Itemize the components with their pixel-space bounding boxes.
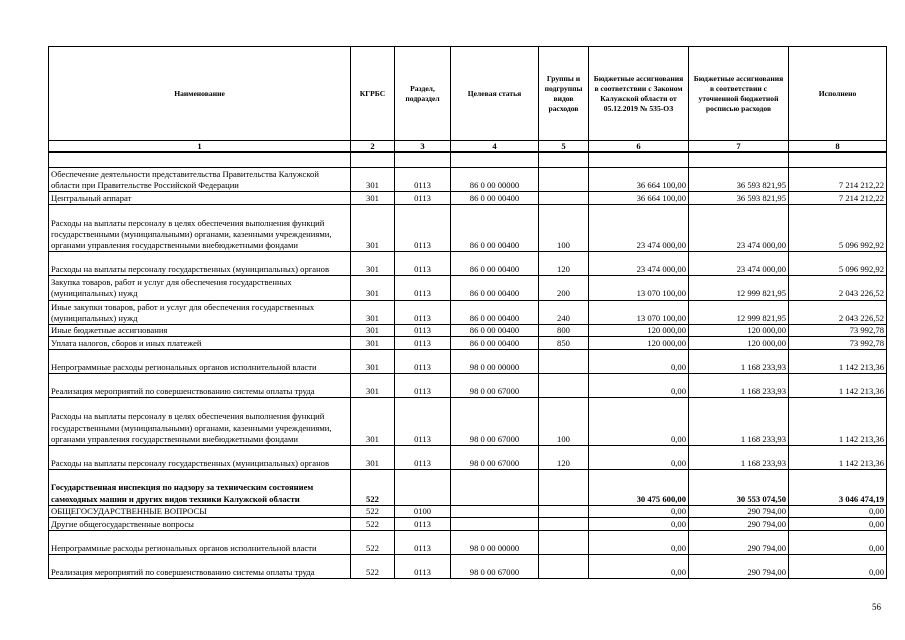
row-budget-refined: 290 794,00	[689, 530, 789, 554]
col-number: 8	[789, 141, 887, 153]
row-budget-refined: 12 999 821,95	[689, 276, 789, 300]
row-expense-group: 800	[539, 324, 589, 337]
row-budget-law: 0,00	[589, 518, 689, 531]
row-name: Расходы на выплаты персоналу в целях обеспечения выполнения функций государственными (муниципальными) органами, казенными учреждениями, органами управления государственными внебюджетными фондами	[49, 204, 351, 251]
row-expense-group	[539, 469, 589, 505]
budget-table	[48, 46, 887, 579]
row-name: Реализация мероприятий по совершенствованию системы оплаты труда	[49, 374, 351, 398]
row-executed: 2 043 226,52	[789, 300, 887, 324]
row-razdel: 0113	[395, 518, 451, 531]
table-body	[49, 152, 887, 579]
col-number: 3	[395, 141, 451, 153]
row-razdel: 0113	[395, 398, 451, 445]
row-razdel: 0113	[395, 555, 451, 579]
col-number: 6	[589, 141, 689, 153]
row-name: Расходы на выплаты персоналу в целях обеспечения выполнения функций государственными (муниципальными) органами, казенными учреждениями, органами управления государственными внебюджетными фондами	[49, 398, 351, 445]
row-target-article: 86 0 00 00400	[451, 337, 539, 350]
row-razdel	[395, 469, 451, 505]
row-budget-law: 23 474 000,00	[589, 252, 689, 276]
row-budget-refined: 23 474 000,00	[689, 204, 789, 251]
row-name: Центральный аппарат	[49, 192, 351, 205]
row-executed: 1 142 213,36	[789, 398, 887, 445]
row-executed: 0,00	[789, 530, 887, 554]
header-budget-refined: Бюджетные ассигнования в соответствии с уточненной бюджетной росписью расходов	[689, 47, 789, 141]
row-expense-group: 100	[539, 398, 589, 445]
table-row	[49, 518, 887, 531]
table-row	[49, 398, 887, 445]
row-target-article: 86 0 00 00400	[451, 324, 539, 337]
row-razdel: 0113	[395, 300, 451, 324]
row-kgrbs: 301	[351, 374, 395, 398]
row-target-article: 86 0 00 00400	[451, 252, 539, 276]
row-executed: 1 142 213,36	[789, 349, 887, 373]
col-number: 1	[49, 141, 351, 153]
spacer-row	[49, 152, 887, 168]
row-budget-law: 0,00	[589, 374, 689, 398]
row-name: Расходы на выплаты персоналу государственных (муниципальных) органов	[49, 445, 351, 469]
row-razdel: 0113	[395, 276, 451, 300]
row-budget-refined: 1 168 233,93	[689, 374, 789, 398]
row-budget-refined: 120 000,00	[689, 337, 789, 350]
row-executed: 0,00	[789, 555, 887, 579]
row-budget-refined: 290 794,00	[689, 518, 789, 531]
row-budget-law: 36 664 100,00	[589, 168, 689, 192]
row-budget-law: 0,00	[589, 445, 689, 469]
row-razdel: 0113	[395, 252, 451, 276]
table-row	[49, 349, 887, 373]
row-name: Иные закупки товаров, работ и услуг для обеспечения государственных (муниципальных) нужд	[49, 300, 351, 324]
table-row	[49, 505, 887, 518]
table-row	[49, 204, 887, 251]
row-name: Непрограммные расходы региональных органов исполнительной власти	[49, 530, 351, 554]
column-number-row	[49, 141, 887, 153]
header-row	[49, 47, 887, 141]
row-target-article: 98 0 00 00000	[451, 349, 539, 373]
row-razdel: 0113	[395, 374, 451, 398]
row-executed: 1 142 213,36	[789, 374, 887, 398]
col-number: 5	[539, 141, 589, 153]
page-number: 56	[872, 602, 881, 612]
row-budget-law: 13 070 100,00	[589, 300, 689, 324]
header-kgrbs: КГРБС	[351, 47, 395, 141]
row-name: Реализация мероприятий по совершенствованию системы оплаты труда	[49, 555, 351, 579]
row-target-article: 86 0 00 00400	[451, 192, 539, 205]
header-executed: Исполнено	[789, 47, 887, 141]
row-target-article: 98 0 00 00000	[451, 530, 539, 554]
row-budget-refined: 23 474 000,00	[689, 252, 789, 276]
header-budget-law: Бюджетные ассигнования в соответствии с Законом Калужской области от 05.12.2019 № 535-ОЗ	[589, 47, 689, 141]
row-target-article: 86 0 00 00000	[451, 168, 539, 192]
row-name: Иные бюджетные ассигнования	[49, 324, 351, 337]
row-budget-law: 0,00	[589, 530, 689, 554]
row-target-article	[451, 505, 539, 518]
table-row	[49, 337, 887, 350]
row-name: ОБЩЕГОСУДАРСТВЕННЫЕ ВОПРОСЫ	[49, 505, 351, 518]
row-budget-law: 0,00	[589, 505, 689, 518]
row-expense-group: 100	[539, 204, 589, 251]
row-budget-refined: 36 593 821,95	[689, 192, 789, 205]
row-expense-group	[539, 374, 589, 398]
header-name: Наименование	[49, 47, 351, 141]
row-expense-group: 120	[539, 445, 589, 469]
row-expense-group	[539, 505, 589, 518]
table-row	[49, 300, 887, 324]
row-kgrbs: 301	[351, 204, 395, 251]
row-budget-law: 36 664 100,00	[589, 192, 689, 205]
row-budget-law: 0,00	[589, 398, 689, 445]
header-razdel: Раздел, подраздел	[395, 47, 451, 141]
row-expense-group	[539, 168, 589, 192]
row-name: Непрограммные расходы региональных органов исполнительной власти	[49, 349, 351, 373]
row-razdel: 0100	[395, 505, 451, 518]
row-executed: 5 096 992,92	[789, 204, 887, 251]
row-target-article: 98 0 00 67000	[451, 374, 539, 398]
row-razdel: 0113	[395, 337, 451, 350]
col-number: 2	[351, 141, 395, 153]
row-target-article: 98 0 00 67000	[451, 555, 539, 579]
row-kgrbs: 522	[351, 469, 395, 505]
row-razdel: 0113	[395, 324, 451, 337]
row-expense-group: 850	[539, 337, 589, 350]
row-budget-law: 30 475 600,00	[589, 469, 689, 505]
col-number: 7	[689, 141, 789, 153]
row-executed: 0,00	[789, 505, 887, 518]
row-expense-group	[539, 192, 589, 205]
table-row	[49, 252, 887, 276]
row-razdel: 0113	[395, 204, 451, 251]
row-executed: 2 043 226,52	[789, 276, 887, 300]
row-kgrbs: 301	[351, 276, 395, 300]
row-executed: 7 214 212,22	[789, 168, 887, 192]
row-razdel: 0113	[395, 192, 451, 205]
row-name: Обеспечение деятельности представительства Правительства Калужской области при Правительстве Российской Федерации	[49, 168, 351, 192]
row-kgrbs: 301	[351, 337, 395, 350]
row-target-article: 86 0 00 00400	[451, 204, 539, 251]
row-budget-law: 13 070 100,00	[589, 276, 689, 300]
row-budget-refined: 120 000,00	[689, 324, 789, 337]
row-budget-refined: 36 593 821,95	[689, 168, 789, 192]
row-expense-group	[539, 555, 589, 579]
row-budget-refined: 1 168 233,93	[689, 445, 789, 469]
table-row	[49, 324, 887, 337]
row-target-article: 98 0 00 67000	[451, 445, 539, 469]
col-number: 4	[451, 141, 539, 153]
row-target-article: 86 0 00 00400	[451, 300, 539, 324]
row-kgrbs: 301	[351, 300, 395, 324]
row-name: Другие общегосударственные вопросы	[49, 518, 351, 531]
row-budget-law: 23 474 000,00	[589, 204, 689, 251]
row-razdel: 0113	[395, 445, 451, 469]
row-budget-refined: 30 553 074,50	[689, 469, 789, 505]
row-target-article	[451, 469, 539, 505]
row-kgrbs: 301	[351, 445, 395, 469]
row-budget-refined: 1 168 233,93	[689, 349, 789, 373]
row-target-article: 86 0 00 00400	[451, 276, 539, 300]
table-row	[49, 192, 887, 205]
row-budget-refined: 1 168 233,93	[689, 398, 789, 445]
row-kgrbs: 522	[351, 555, 395, 579]
row-budget-refined: 290 794,00	[689, 505, 789, 518]
row-executed: 7 214 212,22	[789, 192, 887, 205]
table-row	[49, 555, 887, 579]
row-executed: 73 992,78	[789, 324, 887, 337]
table-row	[49, 469, 887, 505]
row-kgrbs: 301	[351, 192, 395, 205]
row-kgrbs: 522	[351, 518, 395, 531]
row-budget-law: 0,00	[589, 555, 689, 579]
table-row	[49, 530, 887, 554]
row-budget-law: 0,00	[589, 349, 689, 373]
table-row	[49, 445, 887, 469]
table-row	[49, 374, 887, 398]
row-name: Закупка товаров, работ и услуг для обеспечения государственных (муниципальных) нужд	[49, 276, 351, 300]
row-executed: 3 046 474,19	[789, 469, 887, 505]
row-executed: 0,00	[789, 518, 887, 531]
row-name: Расходы на выплаты персоналу государственных (муниципальных) органов	[49, 252, 351, 276]
row-razdel: 0113	[395, 349, 451, 373]
row-kgrbs: 301	[351, 252, 395, 276]
row-expense-group: 240	[539, 300, 589, 324]
row-target-article: 98 0 00 67000	[451, 398, 539, 445]
row-kgrbs: 301	[351, 349, 395, 373]
row-kgrbs: 522	[351, 530, 395, 554]
table-row	[49, 276, 887, 300]
row-executed: 73 992,78	[789, 337, 887, 350]
row-budget-law: 120 000,00	[589, 324, 689, 337]
row-budget-refined: 12 999 821,95	[689, 300, 789, 324]
row-kgrbs: 301	[351, 324, 395, 337]
row-expense-group	[539, 518, 589, 531]
row-expense-group: 200	[539, 276, 589, 300]
row-target-article	[451, 518, 539, 531]
row-budget-refined: 290 794,00	[689, 555, 789, 579]
row-razdel: 0113	[395, 530, 451, 554]
row-expense-group	[539, 349, 589, 373]
header-expense-group: Группы и подгруппы видов расходов	[539, 47, 589, 141]
row-name: Государственная инспекция по надзору за техническим состоянием самоходных машин и других видов техники Калужской области	[49, 469, 351, 505]
row-kgrbs: 522	[351, 505, 395, 518]
row-name: Уплата налогов, сборов и иных платежей	[49, 337, 351, 350]
row-executed: 1 142 213,36	[789, 445, 887, 469]
header-target-article: Целевая статья	[451, 47, 539, 141]
row-executed: 5 096 992,92	[789, 252, 887, 276]
row-kgrbs: 301	[351, 168, 395, 192]
row-razdel: 0113	[395, 168, 451, 192]
row-budget-law: 120 000,00	[589, 337, 689, 350]
row-expense-group	[539, 530, 589, 554]
table-row	[49, 168, 887, 192]
row-kgrbs: 301	[351, 398, 395, 445]
row-expense-group: 120	[539, 252, 589, 276]
